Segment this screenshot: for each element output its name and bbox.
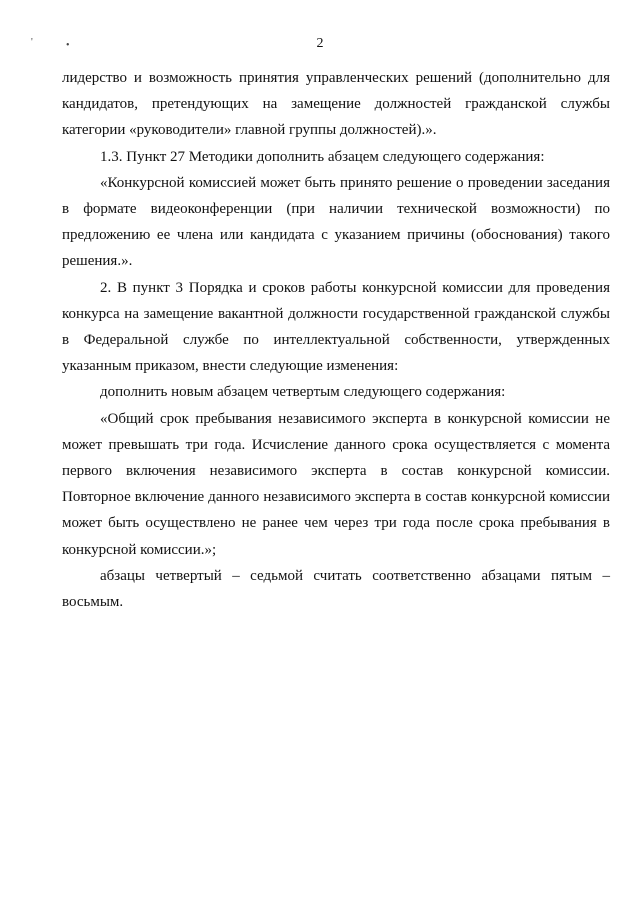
paragraph-item-2: 2. В пункт 3 Порядка и сроков работы конкурсной комиссии для проведения конкурса на замещение вакантной должности государственной гражданской службы в Федеральной службе по интеллектуальной собственности, утвержденных указанным приказом, внести следующие изменения: (62, 279, 610, 375)
paragraph-item-1-3: 1.3. Пункт 27 Методики дополнить абзацем следующего содержания: (100, 148, 545, 165)
paragraph-renumbering: абзацы четвертый – седьмой считать соответственно абзацами пятым – восьмым. (62, 567, 610, 611)
paragraph-expert-term-quote: «Общий срок пребывания независимого эксперта в конкурсной комиссии не может превышать три года. Исчисление данного срока осуществляется с момента первого включения независимого эксперта в состав конкурсной комиссии. Повторное включение данного независимого эксперта в состав конкурсной комиссии может быть осуществлено не ранее чем через три года после срока пребывания в конкурсной комиссии.»; (62, 410, 610, 558)
paragraph-videoconference-quote: «Конкурсной комиссией может быть принято решение о проведении заседания в формате видеоконференции (при наличии технической возможности) по предложению ее члена или кандидата с указанием причины (обоснования) такого решения.». (62, 174, 610, 270)
paragraph-add-new-fourth: дополнить новым абзацем четвертым следующего содержания: (100, 384, 506, 401)
document-body (62, 65, 610, 615)
paragraph-leadership-continuation: лидерство и возможность принятия управленческих решений (дополнительно для кандидатов, претендующих на замещение должностей гражданской службы категории «руководители» главной группы должностей).». (62, 70, 610, 139)
page-number: 2 (316, 36, 324, 51)
scan-mark: ' (31, 37, 33, 48)
scan-mark: • (66, 40, 70, 51)
